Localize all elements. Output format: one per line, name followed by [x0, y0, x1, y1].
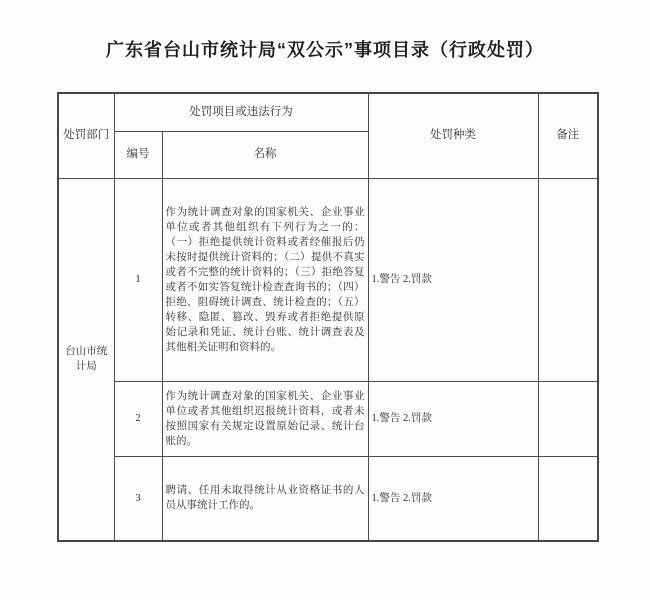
remarks-cell [538, 381, 598, 456]
penalty-type-cell: 1.警告 2.罚款 [368, 381, 538, 456]
row-number-cell: 2 [114, 381, 162, 456]
header-name: 名称 [162, 131, 368, 178]
table-row [58, 456, 598, 541]
row-number-cell: 1 [114, 178, 162, 381]
row-number-cell: 3 [114, 456, 162, 541]
violation-name-cell: 作为统计调查对象的国家机关、企业事业单位或者其他组织迟报统计资料，或者未按照国家有关规定设置原始记录、统计台账的。 [162, 381, 368, 456]
document-title: 广东省台山市统计局“双公示”事项目录（行政处罚） [106, 40, 544, 60]
department-cell: 台山市统计局 [58, 178, 114, 541]
table-row [58, 178, 598, 381]
penalty-catalog-table [57, 92, 599, 542]
header-department: 处罚部门 [58, 93, 114, 178]
header-remarks: 备注 [538, 93, 598, 178]
header-penalty-type: 处罚种类 [368, 93, 538, 178]
penalty-type-cell: 1.警告 2.罚款 [368, 456, 538, 541]
header-row-top [58, 93, 598, 131]
table-row [58, 381, 598, 456]
remarks-cell [538, 456, 598, 541]
header-number: 编号 [114, 131, 162, 178]
violation-name-cell: 聘请、任用未取得统计从业资格证书的人员从事统计工作的。 [162, 456, 368, 541]
remarks-cell [538, 178, 598, 381]
header-item-group: 处罚项目或违法行为 [114, 93, 368, 131]
violation-name-cell: 作为统计调查对象的国家机关、企业事业单位或者其他组织有下列行为之一的：（一）拒绝提供统计资料或者经催报后仍未按时提供统计资料的；（二）提供不真实或者不完整的统计资料的；（三）拒绝答复或者不如实答复统计检查查询书的；（四）拒绝、阻碍统计调查、统计检查的；（五）转移、隐匿、篡改、毁弃或者拒绝提供原始记录和凭证、统计台账、统计调查表及其他相关证明和资料的。 [162, 178, 368, 381]
penalty-type-cell: 1.警告 2.罚款 [368, 178, 538, 381]
